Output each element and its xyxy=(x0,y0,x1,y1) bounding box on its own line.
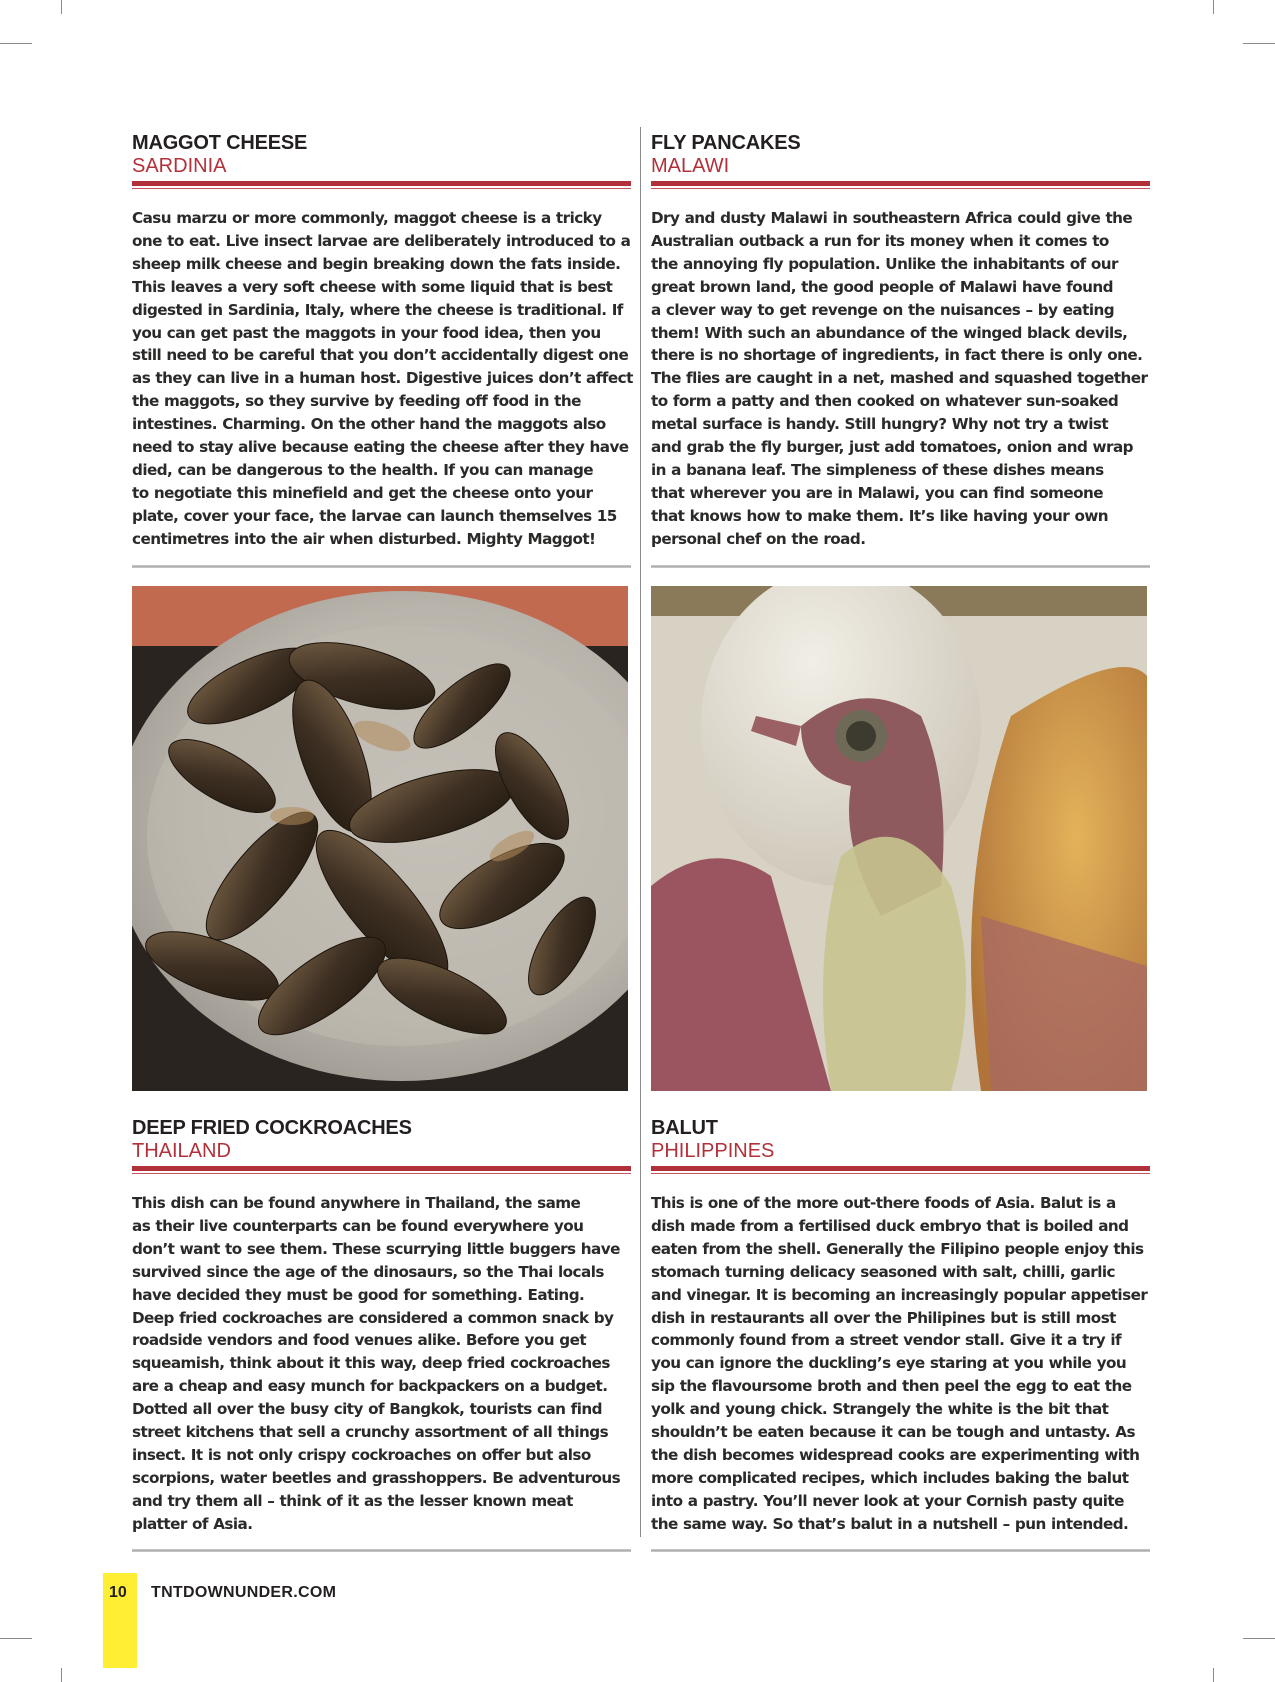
article-fly-pancakes xyxy=(651,132,1150,568)
body-line: great brown land, the good people of Malawi have found xyxy=(651,277,1113,296)
article-deep-fried-cockroaches xyxy=(132,1117,631,1552)
body-line: The flies are caught in a net, mashed and squashed together xyxy=(651,369,1148,388)
body-line: to negotiate this minefield and get the cheese onto your xyxy=(132,483,593,502)
body-line: eaten from the shell. Generally the Filipino people enjoy this xyxy=(651,1239,1144,1258)
body-line: more complicated recipes, which includes baking the balut xyxy=(651,1468,1129,1487)
crop-mark xyxy=(61,1668,62,1682)
article-body xyxy=(132,1192,631,1536)
body-line: don’t want to see them. These scurrying little buggers have xyxy=(132,1239,620,1258)
heading-rule-thin xyxy=(651,1173,1150,1174)
body-line: the same way. So that’s balut in a nutshell – pun intended. xyxy=(651,1514,1129,1533)
body-line: and grab the fly burger, just add tomatoes, onion and wrap xyxy=(651,438,1133,457)
heading-rule xyxy=(132,181,631,186)
body-line: personal chef on the road. xyxy=(651,529,866,548)
body-line: you can get past the maggots in your food idea, then you xyxy=(132,323,601,342)
article-title: FLY PANCAKES xyxy=(651,132,801,154)
body-line: and try them all – think of it as the lesser known meat xyxy=(132,1491,573,1510)
body-line: still need to be careful that you don’t accidentally digest one xyxy=(132,346,629,365)
body-line: Deep fried cockroaches are considered a common snack by xyxy=(132,1308,614,1327)
body-line: scorpions, water beetles and grasshoppers. Be adventurous xyxy=(132,1468,621,1487)
body-line: need to stay alive because eating the cheese after they have xyxy=(132,438,629,457)
body-line: died, can be dangerous to the health. If you can manage xyxy=(132,460,594,479)
crop-mark xyxy=(61,0,62,14)
heading-rule-thin xyxy=(651,188,1150,189)
heading-rule-thin xyxy=(132,1173,631,1174)
body-line: that knows how to make them. It’s like having your own xyxy=(651,506,1109,525)
crop-mark xyxy=(1243,43,1275,44)
body-line: insect. It is not only crispy cockroaches on offer but also xyxy=(132,1445,591,1464)
article-location: SARDINIA xyxy=(132,155,227,177)
crop-mark xyxy=(1243,1638,1275,1639)
crop-mark xyxy=(1213,1668,1214,1682)
article-location: MALAWI xyxy=(651,155,730,177)
heading-rule xyxy=(651,1166,1150,1171)
body-line: digested in Sardinia, Italy, where the cheese is traditional. If xyxy=(132,300,623,319)
body-line: one to eat. Live insect larvae are deliberately introduced to a xyxy=(132,231,631,250)
body-line: Dry and dusty Malawi in southeastern Africa could give the xyxy=(651,209,1133,227)
body-line: plate, cover your face, the larvae can launch themselves 15 xyxy=(132,506,617,525)
article-location: THAILAND xyxy=(132,1140,231,1162)
article-end-rule xyxy=(132,565,631,568)
body-line: This is one of the more out-there foods of Asia. Balut is a xyxy=(651,1194,1116,1212)
article-body xyxy=(651,207,1150,551)
body-line: Australian outback a run for its money when it comes to xyxy=(651,231,1109,250)
body-line: that wherever you are in Malawi, you can find someone xyxy=(651,483,1104,502)
publication-url: TNTDOWNUNDER.COM xyxy=(151,1584,337,1601)
body-line: Dotted all over the busy city of Bangkok, tourists can find xyxy=(132,1400,602,1419)
page-number: 10 xyxy=(109,1584,127,1601)
article-title: MAGGOT CHEESE xyxy=(132,132,308,154)
heading-rule xyxy=(651,181,1150,186)
heading-rule-thin xyxy=(132,188,631,189)
article-body xyxy=(651,1192,1150,1536)
body-line: stomach turning delicacy seasoned with salt, chilli, garlic xyxy=(651,1262,1115,1281)
body-line: as their live counterparts can be found everywhere you xyxy=(132,1216,584,1235)
body-line: commonly found from a street vendor stall. Give it a try if xyxy=(651,1331,1122,1350)
article-end-rule xyxy=(651,1549,1150,1552)
body-line: yolk and young chick. Strangely the white is the bit that xyxy=(651,1400,1109,1419)
column-divider xyxy=(640,127,641,1537)
photo-fried-cockroaches xyxy=(132,586,628,1091)
balut-image xyxy=(651,586,1147,1091)
body-line: platter of Asia. xyxy=(132,1514,253,1533)
body-line: sheep milk cheese and begin breaking down the fats inside. xyxy=(132,254,621,273)
body-line: centimetres into the air when disturbed. Mighty Maggot! xyxy=(132,529,596,548)
body-line: you can ignore the duckling’s eye staring at you while you xyxy=(651,1354,1127,1373)
body-line: the dish becomes widespread cooks are experimenting with xyxy=(651,1445,1140,1464)
body-line: survived since the age of the dinosaurs, so the Thai locals xyxy=(132,1262,604,1281)
article-balut xyxy=(651,1117,1150,1552)
body-line: roadside vendors and food venues alike. Before you get xyxy=(132,1331,587,1350)
body-line: dish made from a fertilised duck embryo that is boiled and xyxy=(651,1216,1129,1235)
body-line: metal surface is handy. Still hungry? Why not try a twist xyxy=(651,415,1109,434)
article-title: DEEP FRIED COCKROACHES xyxy=(132,1117,412,1139)
body-line: there is no shortage of ingredients, in fact there is only one. xyxy=(651,346,1143,365)
body-line: have decided they must be good for something. Eating. xyxy=(132,1285,585,1304)
cockroach-image xyxy=(132,586,628,1091)
body-line: the maggots, so they survive by feeding off food in the xyxy=(132,392,581,411)
body-line: squeamish, think about it this way, deep fried cockroaches xyxy=(132,1354,610,1373)
body-line: as they can live in a human host. Digestive juices don’t affect xyxy=(132,369,633,388)
body-line: Casu marzu or more commonly, maggot cheese is a tricky xyxy=(132,209,602,227)
body-line: into a pastry. You’ll never look at your Cornish pasty quite xyxy=(651,1491,1124,1510)
crop-mark xyxy=(1213,0,1214,14)
article-location: PHILIPPINES xyxy=(651,1140,775,1162)
body-line: and vinegar. It is becoming an increasingly popular appetiser xyxy=(651,1285,1148,1304)
crop-mark xyxy=(0,43,32,44)
body-line: a clever way to get revenge on the nuisances – by eating xyxy=(651,300,1115,319)
body-line: them! With such an abundance of the winged black devils, xyxy=(651,323,1128,342)
body-line: street kitchens that sell a crunchy assortment of all things xyxy=(132,1423,609,1442)
body-line: in a banana leaf. The simpleness of these dishes means xyxy=(651,460,1104,479)
article-body xyxy=(132,207,631,551)
body-line: sip the flavoursome broth and then peel the egg to eat the xyxy=(651,1377,1132,1396)
body-line: intestines. Charming. On the other hand the maggots also xyxy=(132,415,606,434)
article-maggot-cheese xyxy=(132,132,631,568)
body-line: dish in restaurants all over the Philipines but is still most xyxy=(651,1308,1116,1327)
heading-rule xyxy=(132,1166,631,1171)
article-title: BALUT xyxy=(651,1117,718,1139)
photo-balut xyxy=(651,586,1147,1091)
crop-mark xyxy=(0,1638,32,1639)
body-line: This leaves a very soft cheese with some liquid that is best xyxy=(132,277,613,296)
body-line: are a cheap and easy munch for backpackers on a budget. xyxy=(132,1377,608,1396)
article-end-rule xyxy=(651,565,1150,568)
article-end-rule xyxy=(132,1549,631,1552)
body-line: This dish can be found anywhere in Thailand, the same xyxy=(132,1194,581,1212)
body-line: to form a patty and then cooked on whatever sun-soaked xyxy=(651,392,1119,411)
body-line: the annoying fly population. Unlike the inhabitants of our xyxy=(651,254,1118,273)
body-line: shouldn’t be eaten because it can be tough and untasty. As xyxy=(651,1423,1135,1442)
